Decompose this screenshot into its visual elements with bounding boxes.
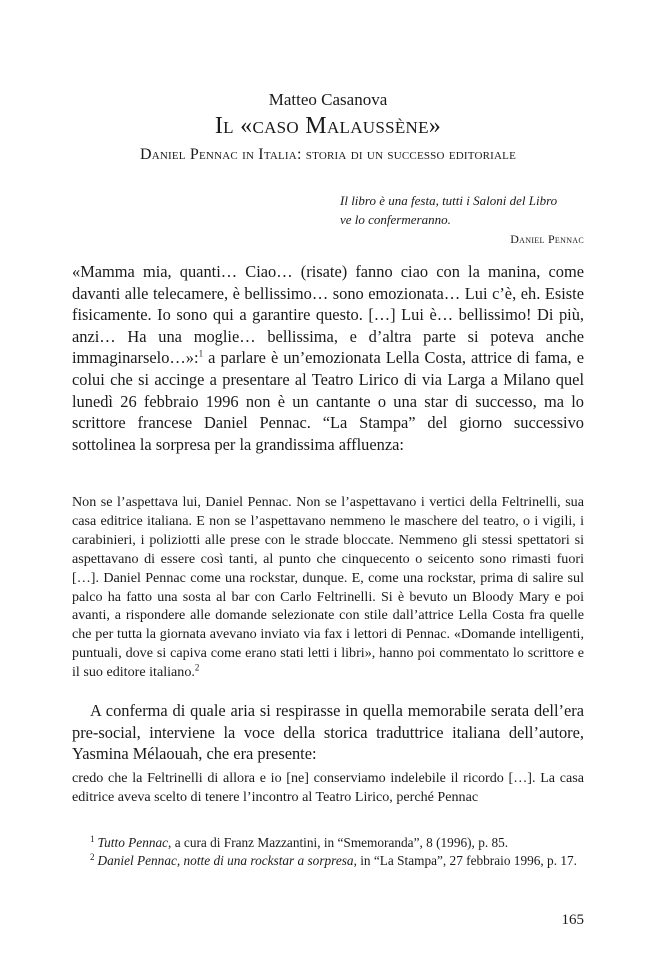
page-number: 165	[561, 912, 584, 928]
book-page	[72, 0, 584, 975]
footnote-2	[72, 852, 584, 870]
footnote-2-number: 2	[90, 851, 95, 862]
footnote-ref-2[interactable]: 2	[194, 662, 200, 673]
block-quote-1	[72, 493, 584, 682]
footnote-ref-1[interactable]: 1	[198, 348, 204, 359]
footnote-1-title: Tutto Pennac	[97, 835, 169, 850]
epigraph-line-2: ve lo confermeranno.	[340, 212, 451, 227]
body-paragraph-2: A conferma di quale aria si respirasse in quella memorabile serata dell’era pre-social, interviene la voce della storica traduttrice italiana dell’autore, Yasmina Mélaouah, che era presente:	[72, 701, 584, 764]
body-paragraph-1	[72, 261, 584, 455]
chapter-subtitle: Daniel Pennac in Italia: storia di un successo editoriale	[139, 146, 517, 163]
footnote-1	[72, 834, 584, 852]
footnote-1-number: 1	[90, 833, 95, 844]
chapter-title: Il «caso Malaussène»	[214, 113, 442, 139]
footnote-1-text: , a cura di Franz Mazzantini, in “Smemoranda”, 8 (1996), p. 85.	[168, 835, 509, 850]
paragraph-1-text-start: «Mamma mia, quanti… Ciao… (risate) fanno ciao con la manina, come davanti alle telecamere, è bellissimo… sono emozionata… Lui c’è, eh. Esiste fisicamente. Io sono qui a garantire questo. […] Lui è… bellissimo! Di più, anzi… Ha una moglie… bellissima, e d’altra parte si poteva anche immaginarselo…»:	[72, 262, 584, 368]
epigraph-line-1: Il libro è una festa, tutti i Saloni del Libro	[340, 193, 558, 208]
chapter-author: Matteo Casanova	[268, 90, 388, 109]
footnote-2-text: , in “La Stampa”, 27 febbraio 1996, p. 17.	[353, 853, 577, 868]
epigraph	[340, 191, 584, 229]
footnotes	[72, 834, 584, 870]
footnote-2-title: Daniel Pennac, notte di una rockstar a sorpresa	[97, 853, 354, 868]
block-quote-2: credo che la Feltrinelli di allora e io [ne] conserviamo indelebile il ricordo […]. La casa editrice aveva scelto di tenere l’incontro al Teatro Lirico, perché Pennac	[72, 770, 584, 805]
epigraph-author: Daniel Pennac	[510, 232, 584, 246]
paragraph-1-text-end: a parlare è un’emozionata Lella Costa, attrice di fama, e colui che si accinge a presentare al Teatro Lirico di via Larga a Milano quel lunedì 26 febbraio 1996 non è un cantante o una star di successo, ma lo scrittore francese Daniel Pennac. “La Stampa” del giorno successivo sottolinea la sorpresa per la grandissima affluenza:	[72, 348, 584, 454]
block-quote-1-text: Non se l’aspettava lui, Daniel Pennac. Non se l’aspettavano i vertici della Feltrinelli, sua casa editrice italiana. E non se l’aspettavano nemmeno le maschere del teatro, o i vigili, i carabinieri, i poliziotti alle prese con le strade bloccate. Nemmeno gli stessi spettatori si aspettavano di essere così tanti, al punto che cinquecento o seicento sono rimasti fuori […]. Daniel Pennac come una rockstar, dunque. E, come una rockstar, prima di salire sul palco ha fatto una sosta al bar con Carlo Feltrinelli. Si è bevuto un Bloody Mary e poi avanti, a rispondere alle domande selezionate con stile dall’attrice Lella Costa fra quelle che per tutta la giornata avevano inviato via fax i lettori di Pennac. «Domande intelligenti, puntuali, dove si capiva come erano stati letti i libri», hanno poi commentato lo scrittore e il suo editore italiano.	[72, 494, 584, 681]
